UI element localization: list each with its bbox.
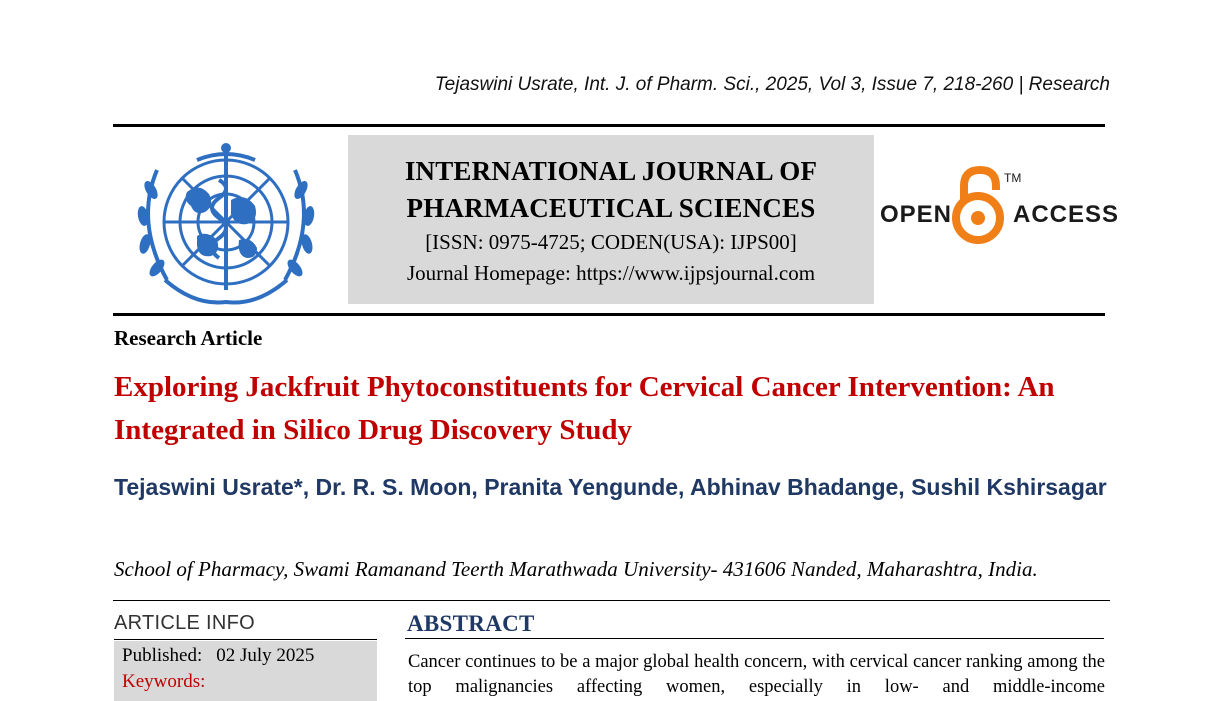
paper-title: Exploring Jackfruit Phytoconstituents for Cervical Cancer Intervention: An Integrated in Silico Drug Discovery Study xyxy=(114,371,1055,446)
header-rule-top xyxy=(113,124,1105,127)
journal-issn: [ISSN: 0975-4725; CODEN(USA): IJPS00] xyxy=(425,230,797,254)
author-affiliation: School of Pharmacy, Swami Ramanand Teerth Marathwada University- 431606 Nanded, Maharashtra, India. xyxy=(114,557,1038,581)
journal-homepage: Journal Homepage: https://www.ijpsjournal.com xyxy=(406,261,816,285)
open-access-open-text: OPEN xyxy=(880,201,953,228)
section-divider xyxy=(113,600,1110,601)
published-date: 02 July 2025 xyxy=(216,645,315,666)
article-type-label: Research Article xyxy=(114,326,263,350)
published-label: Published: xyxy=(122,645,203,666)
journal-logo-emblem-icon xyxy=(127,140,325,308)
abstract-text: Cancer continues to be a major global health concern, with cervical cancer ranking among the top malignancies affecting women, especially in low- and middle-income xyxy=(408,652,1105,697)
article-info-box xyxy=(114,641,377,701)
open-lock-icon xyxy=(956,170,1000,240)
journal-title-box xyxy=(348,135,874,304)
running-header-citation: Tejaswini Usrate, Int. J. of Pharm. Sci., 2025, Vol 3, Issue 7, 218-260 | Research xyxy=(434,74,1110,95)
journal-name: INTERNATIONAL JOURNAL OF PHARMACEUTICAL SCIENCES xyxy=(404,156,818,223)
abstract-rule xyxy=(405,638,1104,639)
author-list: Tejaswini Usrate*, Dr. R. S. Moon, Pranita Yengunde, Abhinav Bhadange, Sushil Kshirsagar xyxy=(114,474,1107,500)
keywords-label: Keywords: xyxy=(122,671,206,692)
open-access-tm: TM xyxy=(1004,171,1022,185)
article-info-heading: ARTICLE INFO xyxy=(114,612,256,634)
abstract-heading: ABSTRACT xyxy=(407,611,535,636)
article-info-rule xyxy=(114,639,377,640)
header-rule-bottom xyxy=(113,313,1105,316)
open-access-access-text: ACCESS xyxy=(1013,201,1120,228)
published-row xyxy=(122,645,314,667)
open-access-logo xyxy=(880,166,1120,252)
